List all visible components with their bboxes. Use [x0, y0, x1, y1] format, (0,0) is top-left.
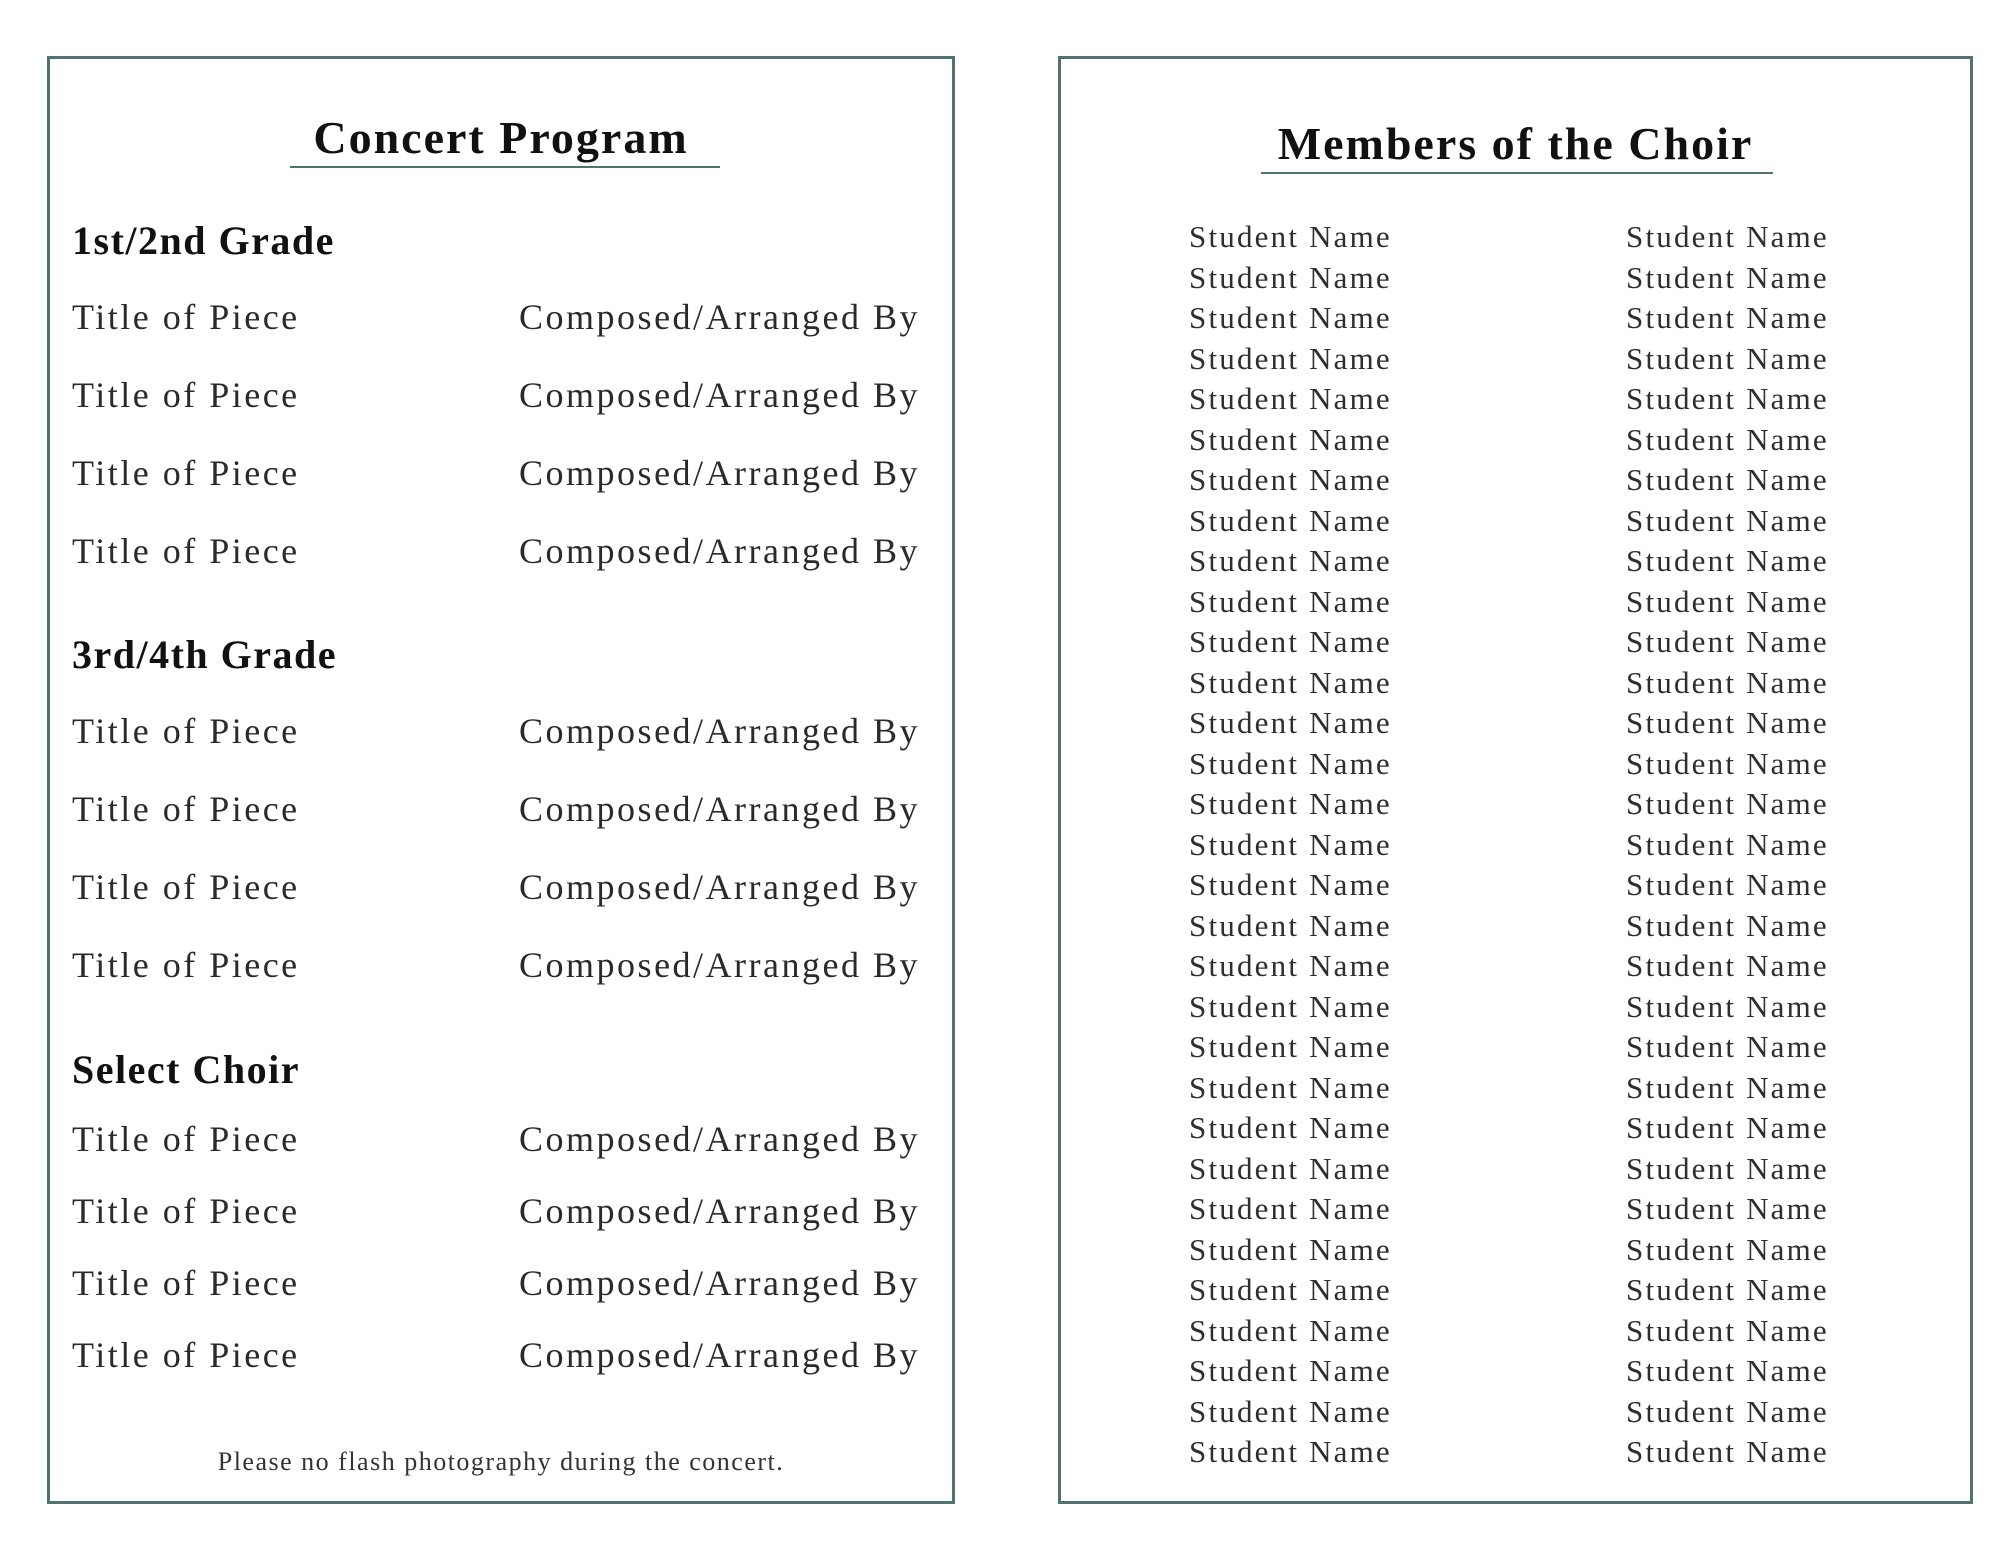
piece-title: Title of Piece: [72, 297, 300, 337]
student-name: Student Name: [1189, 1150, 1392, 1186]
student-name: Student Name: [1626, 502, 1829, 538]
student-name: Student Name: [1626, 705, 1829, 740]
student-name: Student Name: [1626, 1312, 1829, 1348]
choir-members-panel: [1058, 56, 1973, 1504]
piece-composer: Composed/Arranged By: [519, 375, 920, 415]
student-name: Student Name: [1626, 948, 1829, 983]
student-name: Student Name: [1189, 1434, 1392, 1469]
student-name: Student Name: [1189, 421, 1392, 457]
program-piece-row: [72, 1118, 920, 1166]
student-name: Student Name: [1626, 1150, 1829, 1186]
piece-composer: Composed/Arranged By: [519, 1263, 920, 1303]
student-name: Student Name: [1189, 745, 1392, 781]
piece-composer: Composed/Arranged By: [519, 297, 920, 337]
student-name: Student Name: [1626, 1029, 1829, 1064]
student-name: Student Name: [1626, 340, 1829, 376]
program-piece-row: [72, 452, 920, 500]
student-name-column-2: [1626, 217, 1829, 1473]
program-piece-row: [72, 710, 920, 758]
student-name: Student Name: [1189, 1353, 1392, 1388]
student-name: Student Name: [1189, 948, 1392, 983]
program-piece-row: [72, 944, 920, 992]
student-name: Student Name: [1189, 259, 1392, 295]
piece-title: Title of Piece: [72, 1119, 300, 1159]
student-name: Student Name: [1626, 745, 1829, 781]
concert-program-panel: [47, 56, 955, 1504]
student-name: Student Name: [1626, 1434, 1829, 1469]
student-name: Student Name: [1626, 988, 1829, 1024]
student-name: Student Name: [1189, 907, 1392, 943]
student-name: Student Name: [1626, 381, 1829, 416]
student-name: Student Name: [1189, 1393, 1392, 1429]
piece-composer: Composed/Arranged By: [519, 867, 920, 907]
student-name: Student Name: [1626, 1393, 1829, 1429]
student-name: Student Name: [1189, 381, 1392, 416]
student-name: Student Name: [1626, 219, 1829, 254]
piece-title: Title of Piece: [72, 531, 300, 571]
piece-title: Title of Piece: [72, 867, 300, 907]
student-name: Student Name: [1626, 826, 1829, 862]
student-name: Student Name: [1189, 786, 1392, 821]
section-heading-select-choir: Select Choir: [72, 1047, 300, 1092]
student-name: Student Name: [1189, 462, 1392, 497]
student-name: Student Name: [1626, 664, 1829, 700]
program-piece-row: [72, 530, 920, 578]
student-name: Student Name: [1626, 421, 1829, 457]
student-name: Student Name: [1189, 1069, 1392, 1105]
student-name: Student Name: [1189, 300, 1392, 335]
student-name: Student Name: [1189, 705, 1392, 740]
piece-composer: Composed/Arranged By: [519, 1335, 920, 1375]
footer-note: Please no flash photography during the concert.: [217, 1447, 785, 1476]
student-name: Student Name: [1626, 1353, 1829, 1388]
section-heading-1st-2nd-grade: 1st/2nd Grade: [72, 218, 335, 263]
student-name: Student Name: [1189, 543, 1392, 578]
piece-title: Title of Piece: [72, 375, 300, 415]
program-title-underline: [290, 166, 720, 168]
student-name: Student Name: [1189, 988, 1392, 1024]
program-piece-row: [72, 788, 920, 836]
student-name: Student Name: [1626, 624, 1829, 659]
student-name: Student Name: [1626, 543, 1829, 578]
student-name: Student Name: [1626, 786, 1829, 821]
student-name: Student Name: [1626, 867, 1829, 902]
student-name: Student Name: [1626, 1231, 1829, 1267]
piece-title: Title of Piece: [72, 789, 300, 829]
piece-composer: Composed/Arranged By: [519, 1191, 920, 1231]
piece-title: Title of Piece: [72, 945, 300, 985]
student-name: Student Name: [1189, 1191, 1392, 1226]
piece-composer: Composed/Arranged By: [519, 453, 920, 493]
piece-composer: Composed/Arranged By: [519, 789, 920, 829]
program-piece-row: [72, 1334, 920, 1382]
student-name: Student Name: [1189, 664, 1392, 700]
student-name-column-1: [1189, 217, 1392, 1473]
program-piece-row: [72, 1190, 920, 1238]
student-name: Student Name: [1189, 1312, 1392, 1348]
student-name: Student Name: [1189, 826, 1392, 862]
program-piece-row: [72, 296, 920, 344]
student-name: Student Name: [1626, 300, 1829, 335]
piece-composer: Composed/Arranged By: [519, 711, 920, 751]
program-piece-row: [72, 1262, 920, 1310]
student-name: Student Name: [1626, 1272, 1829, 1307]
student-name: Student Name: [1626, 1191, 1829, 1226]
student-name: Student Name: [1189, 1272, 1392, 1307]
choir-title: Members of the Choir: [1277, 118, 1754, 169]
piece-title: Title of Piece: [72, 1263, 300, 1303]
choir-title-underline: [1261, 172, 1773, 174]
program-title: Concert Program: [313, 112, 689, 163]
student-name: Student Name: [1626, 907, 1829, 943]
student-name: Student Name: [1626, 462, 1829, 497]
piece-title: Title of Piece: [72, 711, 300, 751]
piece-title: Title of Piece: [72, 453, 300, 493]
student-name: Student Name: [1189, 1029, 1392, 1064]
piece-title: Title of Piece: [72, 1335, 300, 1375]
student-name: Student Name: [1189, 867, 1392, 902]
program-piece-row: [72, 866, 920, 914]
piece-title: Title of Piece: [72, 1191, 300, 1231]
student-name: Student Name: [1189, 624, 1392, 659]
student-name: Student Name: [1626, 1069, 1829, 1105]
student-name: Student Name: [1189, 502, 1392, 538]
student-name: Student Name: [1626, 583, 1829, 619]
student-name: Student Name: [1189, 583, 1392, 619]
section-heading-3rd-4th-grade: 3rd/4th Grade: [72, 632, 338, 677]
student-name: Student Name: [1189, 1110, 1392, 1145]
piece-composer: Composed/Arranged By: [519, 531, 920, 571]
piece-composer: Composed/Arranged By: [519, 1119, 920, 1159]
student-name: Student Name: [1626, 259, 1829, 295]
piece-composer: Composed/Arranged By: [519, 945, 920, 985]
student-name: Student Name: [1189, 219, 1392, 254]
student-name: Student Name: [1626, 1110, 1829, 1145]
student-name: Student Name: [1189, 340, 1392, 376]
student-name: Student Name: [1189, 1231, 1392, 1267]
program-piece-row: [72, 374, 920, 422]
